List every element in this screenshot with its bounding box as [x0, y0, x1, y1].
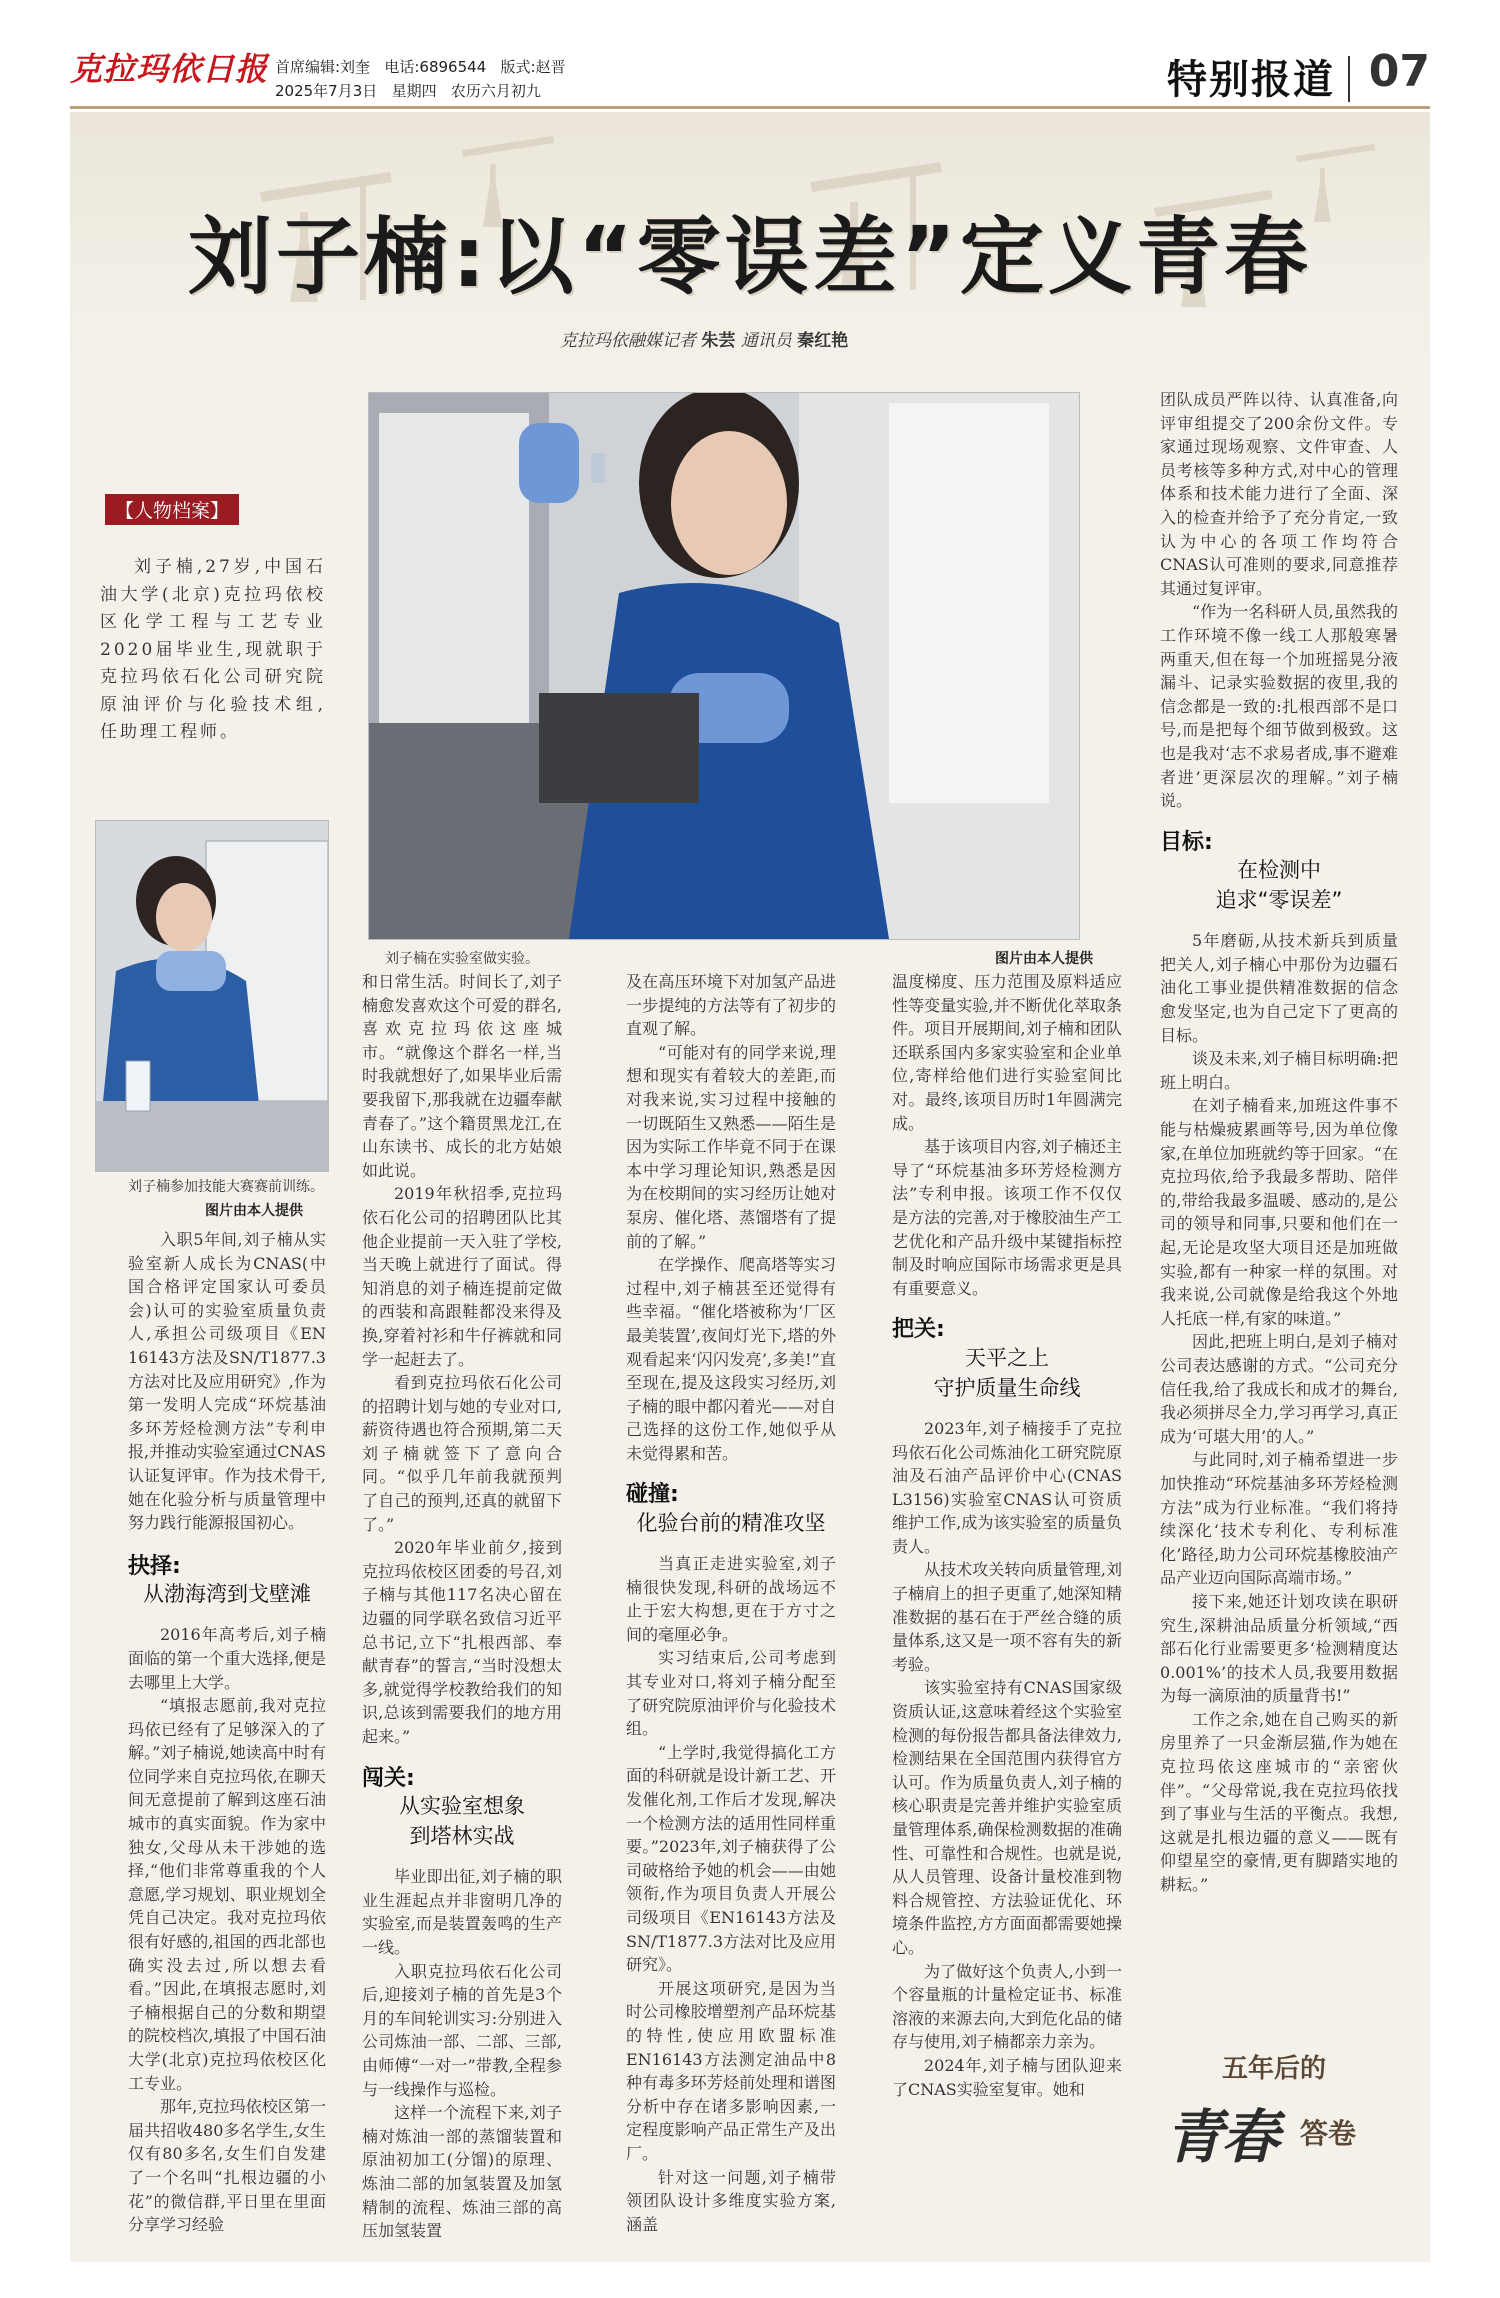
phone: 电话:6896544	[384, 58, 487, 76]
paragraph: 该实验室持有CNAS国家级资质认证,这意味着经这个实验室检测的每份报告都具备法律效力,检测结果在全国范围内获得官方认可。作为质量负责人,刘子楠的核心职责是完善并维护实验室质量管理体系,确保检测数据的准确性、可靠性和合规性。也就是说,从人员管理、设备计量校准到物料合规管控、方法验证优化、环境条件监控,方方面面都需要她操心。	[892, 1678, 1122, 1957]
paragraph: 入职克拉玛依石化公司后,迎接刘子楠的首先是3个月的车间轮训实习:分别进入公司炼油一部、二部、三部,由师傅“一对一”带教,全程参与一线操作与巡检。	[362, 1961, 562, 2099]
column-4	[892, 970, 1122, 2101]
subhead-prefix: 碰撞:	[626, 1482, 679, 1508]
paragraph: 从技术攻关转向质量管理,刘子楠肩上的担子更重了,她深知精准数据的基石在于严丝合缝的质量体系,这又是一项不容有失的新考验。	[892, 1560, 1122, 1674]
subhead-prefix: 抉择:	[128, 1553, 181, 1579]
subhead-title-1: 天平之上	[965, 1345, 1049, 1370]
page-number: 07	[1368, 46, 1430, 97]
paragraph: “填报志愿前,我对克拉玛依已经有了足够深入的了解。”刘子楠说,她读高中时有位同学来自克拉玛依,在聊天间无意提前了解到这座石油城市的真实面貌。作为家中独女,父母从未干涉她的选择,“他们非常尊重我的个人意愿,学习规划、职业规划全凭自己决定。我对克拉玛依很有好感的,祖国的西北部也确实没去过,所以想去看看。”因此,在填报志愿时,刘子楠根据自己的分数和期望的院校档次,填报了中国石油大学(北京)克拉玛依校区化工专业。	[128, 1696, 326, 2093]
small-photo-credit: 图片由本人提供	[205, 1203, 303, 1219]
profile-tag: 【人物档案】	[105, 494, 239, 525]
reporter-name: 朱芸	[701, 331, 736, 351]
paragraph: 看到克拉玛依石化公司的招聘计划与她的专业对口,薪资待遇也符合预期,第二天刘子楠就签下了意向合同。“似乎几年前我就预判了自己的预判,还真的就留下了。”	[362, 1373, 562, 1534]
paragraph: “作为一名科研人员,虽然我的工作环境不像一线工人那般寒暑两重天,但在每一个加班摇晃分液漏斗、记录实验数据的夜里,我的信念都是一致的:扎根西部不是口号,而是把每个细节做到极致。这也是我对‘志不求易者成,事不避难者进’更深层次的理解。”刘子楠说。	[1160, 602, 1398, 811]
paragraph: 工作之余,她在自己购买的新房里养了一只金渐层猫,作为她在克拉玛依这座城市的“亲密伙伴”。“父母常说,我在克拉玛依找到了事业与生活的平衡点。我想,这就是扎根边疆的意义——既有仰望星空的豪情,更有脚踏实地的耕耘。”	[1160, 1709, 1398, 1895]
headline: 刘子楠:以“零误差”定义青春	[187, 208, 1312, 306]
paragraph: 在学操作、爬高塔等实习过程中,刘子楠甚至还觉得有些幸福。“催化塔被称为‘厂区最美装置’,夜间灯光下,塔的外观看起来‘闪闪发亮’,多美!”直至现在,提及这段实习经历,刘子楠的眼中都闪着光——对自己选择的这份工作,她似乎从未觉得累和苦。	[626, 1255, 836, 1463]
main-photo-credit: 图片由本人提供	[995, 951, 1093, 967]
subhead-title-1: 在检测中	[1237, 858, 1321, 883]
column-1	[128, 1228, 326, 2237]
lab-scene-image	[369, 393, 1079, 939]
paragraph: 和日常生活。时间长了,刘子楠愈发喜欢这个可爱的群名,喜欢克拉玛依这座城市。“就像这个群名一样,当时我就想好了,如果毕业后需要我留下,那我就在边疆奉献青春了。”这个籍贯黑龙江,在山东读书、成长的北方姑娘如此说。	[362, 972, 562, 1180]
byline-mid: 通讯员	[740, 331, 792, 351]
profile-text: 刘子楠,27岁,中国石油大学(北京)克拉玛依校区化学工程与工艺专业2020届毕业生,现就职于克拉玛依石化公司研究院原油评价与化验技术组,任助理工程师。	[100, 557, 326, 742]
paragraph: 为了做好这个负责人,小到一个容量瓶的计量检定证书、标准溶液的来源去向,大到危化品的储存与使用,刘子楠都亲力亲为。	[892, 1961, 1122, 2052]
paragraph: 基于该项目内容,刘子楠还主导了“环烷基油多环芳烃检测方法”专利申报。该项工作不仅仅是方法的完善,对于橡胶油生产工艺优化和产品升级中某键指标控制及时响应国际市场需求更是具有重要意义。	[892, 1137, 1122, 1298]
paragraph: 2023年,刘子楠接手了克拉玛依石化公司炼油化工研究院原油及石油产品评价中心(CNAS L3156)实验室CNAS认可资质维护工作,成为该实验室的质量负责人。	[892, 1418, 1122, 1556]
paragraph: 接下来,她还计划攻读在职研究生,深耕油品质量分析领域,“西部石化行业需要更多‘检测精度达0.001%’的技术人员,我要用数据为每一滴原油的质量背书!”	[1160, 1591, 1398, 1706]
paragraph: 温度梯度、压力范围及原料适应性等变量实验,并不断优化萃取条件。项目开展期间,刘子楠和团队还联系国内多家实验室和企业单位,寄样给他们进行实验室间比对。最终,该项目历时1年圆满完成。	[892, 972, 1122, 1133]
subhead-prefix: 目标:	[1160, 829, 1213, 855]
subhead-1	[128, 1555, 326, 1610]
paragraph: 入职5年间,刘子楠从实验室新人成长为CNAS(中国合格评定国家认可委员会)认可的实验室质量负责人,承担公司级项目《EN 16143方法及SN/T1877.3方法对比及应用研究》,作为第一发明人完成“环烷基油多环芳烃检测方法”专利申报,并推动实验室通过CNAS认证复评审。作为技术骨干,她在化验分析与质量管理中努力践行能源报国初心。	[128, 1230, 326, 1533]
editor: 首席编辑:刘奎	[275, 58, 371, 76]
paragraph: 谈及未来,刘子楠目标明确:把班上明白。	[1160, 1049, 1398, 1092]
paragraph: “可能对有的同学来说,理想和现实有着较大的差距,而对我来说,实习过程中接触的一切既陌生又熟悉——陌生是因为实际工作毕竟不同于在课本中学习理论知识,熟悉是因为在校期间的实习经历让她对泵房、催化塔、蒸馏塔有了提前的了解。”	[626, 1042, 836, 1251]
masthead-rule	[70, 106, 1430, 109]
paragraph: 实习结束后,公司考虑到其专业对口,将刘子楠分配至了研究院原油评价与化验技术组。	[626, 1648, 836, 1739]
subhead-5	[1160, 831, 1398, 916]
date: 2025年7月3日	[275, 82, 378, 100]
byline-prefix: 克拉玛依融媒记者	[560, 331, 696, 351]
subhead-title: 从渤海湾到戈壁滩	[143, 1582, 311, 1607]
paragraph: 团队成员严阵以待、认真准备,向评审组提交了200余份文件。专家通过现场观察、文件审查、人员考核等多种方式,对中心的管理体系和技术能力进行了全面、深入的检查并给予了充分肯定,一致认为中心的各项工作均符合CNAS认可准则的要求,同意推荐其通过复评审。	[1160, 390, 1398, 598]
subhead-prefix: 把关:	[892, 1317, 945, 1343]
weekday: 星期四	[391, 82, 437, 100]
divider	[1348, 56, 1350, 102]
column-3	[626, 970, 836, 2236]
small-photo-caption	[128, 1176, 328, 1196]
paragraph: 2020年毕业前夕,接到克拉玛依校区团委的号召,刘子楠与其他117名决心留在边疆的同学联名致信习近平总书记,立下“扎根西部、奉献青春”的誓言,“当时没想太多,就觉得学校教给我们的知识,总该到需要我们的地方用起来。”	[362, 1538, 562, 1746]
training-scene-image	[96, 821, 328, 1171]
subhead-title-2: 守护质量生命线	[933, 1375, 1081, 1400]
small-photo-caption-text: 刘子楠参加技能大赛赛前训练。	[128, 1179, 324, 1195]
subhead-title-1: 从实验室想象	[399, 1794, 525, 1819]
paragraph: 当真正走进实验室,刘子楠很快发现,科研的战场远不止于宏大构想,更在于方寸之间的毫厘必争。	[626, 1554, 836, 1644]
paragraph: 及在高压环境下对加氢产品进一步提纯的方法等有了初步的直观了解。	[626, 972, 836, 1039]
subhead-title: 化验台前的精准攻坚	[636, 1511, 826, 1536]
lunar-date: 农历六月初九	[450, 82, 541, 100]
subhead-prefix: 闯关:	[362, 1765, 415, 1791]
main-photo	[368, 392, 1080, 940]
paragraph: 毕业即出征,刘子楠的职业生涯起点并非窗明几净的实验室,而是装置轰鸣的生产一线。	[362, 1867, 562, 1957]
masthead-date	[275, 80, 541, 101]
subhead-4	[892, 1318, 1122, 1403]
closing-line-3: 答卷	[1300, 2117, 1357, 2150]
section-title: 特别报道	[1167, 56, 1335, 103]
byline	[560, 326, 848, 351]
subhead-title-2: 追求“零误差”	[1215, 888, 1343, 913]
paragraph: 2019年秋招季,克拉玛依石化公司的招聘团队比其他企业提前一天入驻了学校,当天晚上就进行了面试。得知消息的刘子楠连提前定做的西装和高跟鞋都没来得及换,穿着衬衫和牛仔裤就和同学一起赶去了。	[362, 1184, 562, 1369]
paragraph: 这样一个流程下来,刘子楠对炼油一部的蒸馏装置和原油初加工(分馏)的原理、炼油二部的加氢装置及加氢精制的流程、炼油三部的高压加氢装置	[362, 2103, 562, 2241]
main-photo-caption: 刘子楠在实验室做实验。	[385, 951, 539, 967]
closing-line-1: 五年后的	[1222, 2054, 1327, 2084]
paragraph: 因此,把班上明白,是刘子楠对公司表达感谢的方式。“公司充分信任我,给了我成长和成才的舞台,我必须拼尽全力,学习再学习,真正成为‘可堪大用’的人。”	[1160, 1332, 1398, 1446]
column-5	[1160, 388, 1398, 1897]
layout-credit: 版式:赵晋	[500, 58, 566, 76]
closing-line-2: 青春	[1165, 2103, 1278, 2171]
subhead-title-2: 到塔林实战	[409, 1824, 515, 1849]
paragraph: 2024年,刘子楠与团队迎来了CNAS实验室复审。她和	[892, 2055, 1122, 2099]
paragraph: 在刘子楠看来,加班这件事不能与枯燥疲累画等号,因为单位像家,在单位加班就约等于回家。“在克拉玛依,给予我最多帮助、陪伴的,带给我最多温暖、感动的,是公司的领导和同事,只要和他们在一起,无论是攻坚大项目还是加班做实验,都有一种家一样的氛围。对我来说,公司就像是给我这个外地人托底一样,有家的味道。”	[1160, 1096, 1398, 1328]
paragraph: 开展这项研究,是因为当时公司橡胶增塑剂产品环烷基的特性,使应用欧盟标准EN16143方法测定油品中8种有毒多环芳烃前处理和谱图分析中存在诸多影响因素,一定程度影响产品正常生产及出厂。	[626, 1978, 836, 2163]
subhead-3	[626, 1483, 836, 1538]
column-2	[362, 970, 562, 2243]
masthead	[70, 30, 1430, 110]
paragraph: 那年,克拉玛依校区第一届共招收480多名学生,女生仅有80多名,女生们自发建了一个名叫“扎根边疆的小花”的微信群,平日里在里面分享学习经验	[128, 2097, 326, 2235]
small-photo	[95, 820, 329, 1172]
paragraph: 针对这一问题,刘子楠带领团队设计多维度实验方案,涵盖	[626, 2167, 836, 2234]
paragraph: 5年磨砺,从技术新兵到质量把关人,刘子楠心中那份为边疆石油化工事业提供精准数据的信念愈发坚定,也为自己定下了更高的目标。	[1160, 931, 1398, 1045]
newspaper-logo: 克拉玛依日报	[70, 50, 269, 88]
correspondent-name: 秦红艳	[797, 331, 849, 351]
masthead-credits	[275, 56, 566, 77]
paragraph: “上学时,我觉得搞化工方面的科研就是设计新工艺、开发催化剂,工作后才发现,解决一个检测方法的适用性同样重要。”2023年,刘子楠获得了公司破格给予她的机会——由她领衔,作为项目负责人开展公司级项目《EN16143方法及SN/T1877.3方法对比及应用研究》。	[626, 1742, 836, 1975]
paragraph: 与此同时,刘子楠希望进一步加快推动“环烷基油多环芳烃检测方法”成为行业标准。“我们将持续深化‘技术专利化、专利标准化’路径,助力公司环烷基橡胶油产品产业迈向国际高端市场。”	[1160, 1450, 1398, 1588]
paragraph: 2016年高考后,刘子楠面临的第一个重大选择,便是去哪里上大学。	[128, 1625, 326, 1692]
subhead-2	[362, 1767, 562, 1852]
